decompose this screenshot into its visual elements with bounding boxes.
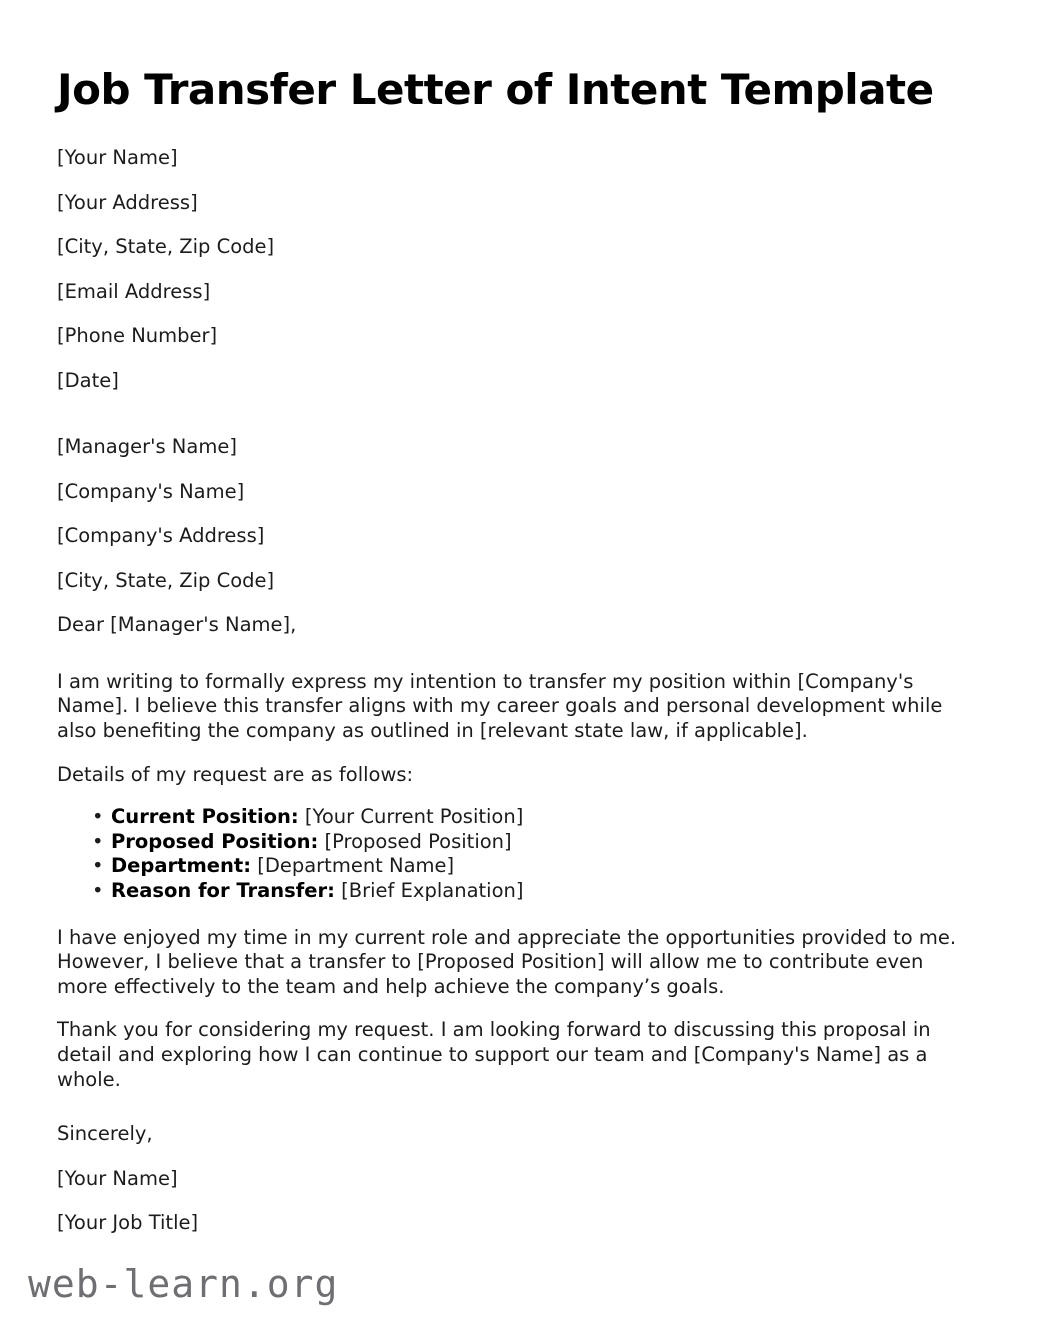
sender-address-block: [57, 136, 977, 403]
detail-label: Reason for Transfer:: [111, 878, 335, 902]
salutation: Dear [Manager's Name],: [57, 613, 297, 637]
sender-line-city-state-zip: [City, State, Zip Code]: [57, 235, 275, 259]
list-item: [57, 830, 977, 855]
list-item: [57, 854, 977, 879]
recipient-line-manager-name: [Manager's Name]: [57, 435, 237, 459]
detail-value: [Department Name]: [257, 854, 455, 878]
signature-name: [Your Name]: [57, 1166, 178, 1190]
detail-label: Proposed Position:: [111, 829, 319, 853]
paragraph-thank-you: Thank you for considering my request. I am looking forward to discussing this proposal in detail and exploring how I can continue to support our team and [Company's Name] as a whole.: [57, 1018, 931, 1091]
letter-content: [57, 670, 977, 1092]
paragraph-intent: I am writing to formally express my intention to transfer my position within [Company's Name]. I believe this transfer aligns with my career goals and personal development while also benefiting the company as outlined in [relevant state law, if applicable].: [57, 669, 943, 742]
list-item: [57, 805, 977, 830]
detail-label: Department:: [111, 854, 252, 878]
sender-line-phone: [Phone Number]: [57, 324, 218, 348]
site-watermark: web-learn.org: [28, 1262, 339, 1306]
sender-line-email: [Email Address]: [57, 279, 211, 303]
detail-value: [Brief Explanation]: [341, 878, 524, 902]
detail-label: Current Position:: [111, 805, 299, 829]
sender-line-address: [Your Address]: [57, 190, 198, 214]
page-title: Job Transfer Letter of Intent Template: [57, 65, 934, 114]
bullet-icon: •: [92, 829, 104, 853]
recipient-line-city-state-zip: [City, State, Zip Code]: [57, 568, 275, 592]
bullet-icon: •: [92, 805, 104, 829]
request-details-list: [57, 805, 977, 903]
recipient-line-company-name: [Company's Name]: [57, 479, 245, 503]
recipient-line-company-address: [Company's Address]: [57, 524, 265, 548]
recipient-address-block: [57, 425, 977, 603]
sender-line-date: [Date]: [57, 368, 119, 392]
paragraph-details-intro: Details of my request are as follows:: [57, 762, 414, 786]
paragraph-appreciation: I have enjoyed my time in my current role and appreciate the opportunities provided to me. However, I believe that a transfer to [Proposed Position] will allow me to contribute even more effectively to the team and help achieve the company’s goals.: [57, 925, 957, 998]
list-item: [57, 879, 977, 904]
letter-body: [57, 0, 977, 1246]
detail-value: [Your Current Position]: [304, 805, 524, 829]
bullet-icon: •: [92, 854, 104, 878]
sender-line-name: [Your Name]: [57, 146, 178, 170]
detail-value: [Proposed Position]: [324, 829, 512, 853]
signoff: Sincerely,: [57, 1122, 153, 1146]
signature-title: [Your Job Title]: [57, 1211, 199, 1235]
closing-block: [57, 1112, 977, 1246]
bullet-icon: •: [92, 878, 104, 902]
